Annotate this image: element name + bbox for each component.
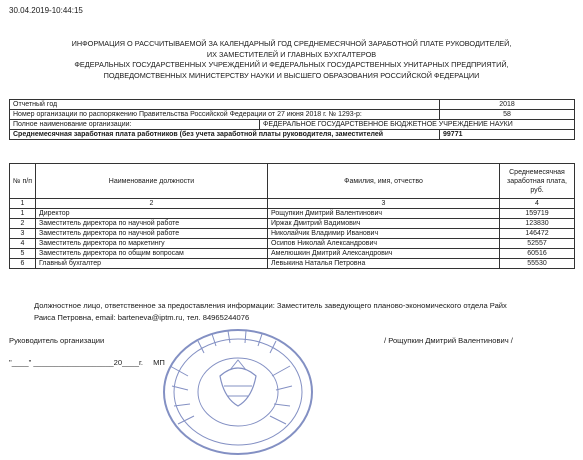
row-num: 6 [10,259,36,269]
column-number: 1 [10,199,36,209]
header-name: Фамилия, имя, отчество [268,164,500,199]
row-position: Заместитель директора по научной работе [36,229,268,239]
row-salary: 123830 [500,219,575,229]
column-number: 4 [500,199,575,209]
table-row [10,229,575,239]
table-row [10,219,575,229]
row-position: Заместитель директора по общим вопросам [36,249,268,259]
row-num: 5 [10,249,36,259]
org-name-value: ФЕДЕРАЛЬНОЕ ГОСУДАРСТВЕННОЕ БЮДЖЕТНОЕ УЧРЕЖДЕНИЕ НАУКИ [260,120,575,130]
row-salary: 55530 [500,259,575,269]
organization-seal-stamp [150,306,320,456]
date-blank: "____" ___________________20____г. [9,358,143,367]
info-row-year [10,100,575,110]
head-of-organization-name: / Рощупкин Дмитрий Валентинович / [384,336,513,345]
print-timestamp: 30.04.2019-10:44:15 [9,6,83,15]
column-number-row [10,199,575,209]
row-salary: 52557 [500,239,575,249]
table-row [10,259,575,269]
header-salary: Среднемесячная заработная плата, руб. [500,164,575,199]
avg-salary-label: Среднемесячная заработная плата работников (без учета заработной платы руководителя, заместителей [10,130,440,140]
row-position: Главный бухгалтер [36,259,268,269]
table-header-row [10,164,575,199]
row-salary: 60516 [500,249,575,259]
row-name: Иржак Дмитрий Вадимович [268,219,500,229]
table-row [10,209,575,219]
header-num: № п/п [10,164,36,199]
heading-line: ПОДВЕДОМСТВЕННЫХ МИНИСТЕРСТВУ НАУКИ И ВЫСШЕГО ОБРАЗОВАНИЯ РОССИЙСКОЙ ФЕДЕРАЦИИ [103,70,480,80]
contact-line: Раиса Петровна, email: barteneva@iptm.ru, тел. 84965244076 [34,313,250,322]
management-salary-table [9,163,575,269]
info-row-org-number [10,110,575,120]
heading-line: ИНФОРМАЦИЯ О РАССЧИТЫВАЕМОЙ ЗА КАЛЕНДАРНЫЙ ГОД СРЕДНЕМЕСЯЧНОЙ ЗАРАБОТНОЙ ПЛАТЕ РУКОВОДИТЕЛЕЙ, [71,39,512,48]
row-position: Заместитель директора по научной работе [36,219,268,229]
heading-line: ФЕДЕРАЛЬНЫХ ГОСУДАРСТВЕННЫХ УЧРЕЖДЕНИЙ И ФЕДЕРАЛЬНЫХ ГОСУДАРСТВЕННЫХ УНИТАРНЫХ ПРЕДПРИЯТИЙ, [74,60,509,70]
column-number: 3 [268,199,500,209]
signature-date-line [9,358,165,367]
row-salary: 146472 [500,229,575,239]
row-num: 1 [10,209,36,219]
responsible-contact [34,300,579,324]
header-position: Наименование должности [36,164,268,199]
row-num: 4 [10,239,36,249]
year-value: 2018 [440,100,575,110]
row-name: Рощупкин Дмитрий Валентинович [268,209,500,219]
table-row [10,239,575,249]
row-position: Заместитель директора по маркетингу [36,239,268,249]
head-of-organization-label: Руководитель организации [9,336,105,345]
row-name: Амелюшкин Дмитрий Александрович [268,249,500,259]
row-salary: 159719 [500,209,575,219]
row-name: Николайчик Владимир Иванович [268,229,500,239]
mp-label: МП [153,358,165,367]
year-label: Отчетный год [10,100,440,110]
row-position: Директор [36,209,268,219]
contact-line: Должностное лицо, ответственное за предоставления информации: Заместитель заведующего планово-экономического отдела Райх [34,301,507,310]
row-name: Осипов Николай Александрович [268,239,500,249]
column-number: 2 [36,199,268,209]
avg-salary-value: 99771 [440,130,575,140]
org-number-label: Номер организации по распоряжению Правительства Российской Федерации от 27 июня 2018 г. № 1293-р: [10,110,440,120]
document-heading [0,39,583,81]
organization-info-table [9,99,575,140]
row-num: 2 [10,219,36,229]
org-number-value: 58 [440,110,575,120]
row-name: Левыкина Наталья Петровна [268,259,500,269]
org-name-label: Полное наименование организации: [10,120,260,130]
row-num: 3 [10,229,36,239]
info-row-avg-salary [10,130,575,140]
info-row-org-name [10,120,575,130]
heading-line: ИХ ЗАМЕСТИТЕЛЕЙ И ГЛАВНЫХ БУХГАЛТЕРОВ [206,49,377,59]
table-row [10,249,575,259]
